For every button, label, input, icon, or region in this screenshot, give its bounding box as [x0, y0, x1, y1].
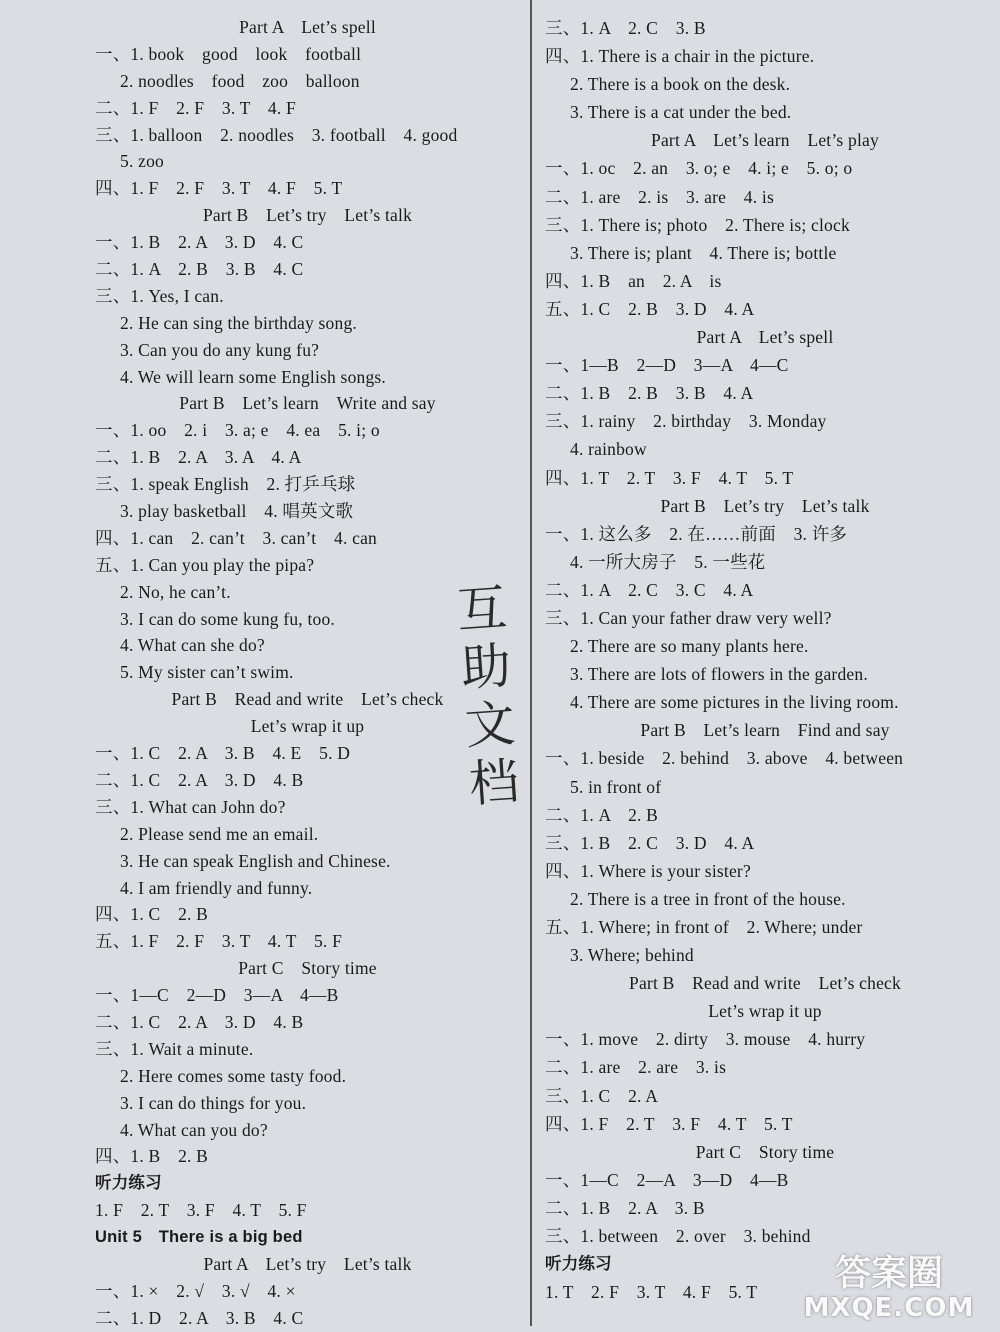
answer-line: 二、1. A 2. B: [545, 804, 659, 825]
section-heading: Part C Story time: [238, 958, 377, 979]
answer-line: 三、1. speak English 2. 打乒乓球: [95, 474, 356, 495]
section-heading: Part B Let’s learn Find and say: [640, 720, 890, 741]
answer-line: 一、1. move 2. dirty 3. mouse 4. hurry: [545, 1029, 866, 1050]
answer-line: 五、1. Can you play the pipa?: [95, 554, 315, 575]
answer-line: 一、1. oo 2. i 3. a; e 4. ea 5. i; o: [95, 420, 380, 441]
answer-line: 五、1. Where; in front of 2. Where; under: [545, 917, 863, 937]
bold-heading: 听力练习: [545, 1255, 612, 1274]
answer-line: 四、1. T 2. T 3. F 4. T 5. T: [545, 467, 794, 488]
answer-line: 4. We will learn some English songs.: [120, 366, 386, 387]
answer-line: 三、1. C 2. A: [545, 1085, 659, 1106]
answer-line: 二、1. C 2. A 3. D 4. B: [95, 769, 304, 790]
answer-line: 三、1. Wait a minute.: [95, 1038, 254, 1059]
answer-line: 五、1. C 2. B 3. D 4. A: [545, 298, 755, 319]
bold-heading: 听力练习: [95, 1174, 162, 1193]
answer-line: 一、1—C 2—D 3—A 4—B: [95, 985, 339, 1006]
section-heading: Part A Let’s learn Let’s play: [651, 130, 879, 151]
answer-line: 四、1. B 2. B: [95, 1146, 209, 1167]
answer-line: 2. No, he can’t.: [120, 581, 231, 602]
answer-line: 一、1. B 2. A 3. D 4. C: [95, 232, 304, 253]
answer-line: 二、1. F 2. F 3. T 4. F: [95, 97, 296, 118]
handwriting-char-1: 互: [454, 578, 509, 640]
answer-line: 三、1. There is; photo 2. There is; clock: [545, 214, 850, 235]
answer-line: 三、1. What can John do?: [95, 796, 286, 817]
answer-line: 一、1—B 2—D 3—A 4—C: [545, 355, 789, 376]
answer-line: 四、1. can 2. can’t 3. can’t 4. can: [95, 527, 377, 548]
answer-line: 四、1. B an 2. A is: [545, 270, 722, 291]
handwriting-char-2: 助: [459, 636, 513, 698]
answer-line: 3. Can you do any kung fu?: [120, 339, 320, 360]
answer-line: 四、1. There is a chair in the picture.: [545, 46, 815, 67]
answer-line: 一、1. C 2. A 3. B 4. E 5. D: [95, 743, 351, 764]
answer-line: 三、1. Can your father draw very well?: [545, 607, 832, 628]
answer-line: 二、1. B 2. A 3. B: [545, 1197, 705, 1218]
answer-line: 4. rainbow: [570, 439, 647, 460]
answer-line: 一、1. oc 2. an 3. o; e 4. i; e 5. o; o: [545, 158, 853, 179]
section-heading: Part B Let’s try Let’s talk: [660, 495, 870, 516]
section-heading: Part B Let’s try Let’s talk: [202, 205, 413, 226]
answer-line: 2. noodles food zoo balloon: [120, 70, 360, 91]
section-heading: Let’s wrap it up: [708, 1001, 822, 1022]
section-heading: Part B Read and write Let’s check: [171, 689, 444, 710]
answer-line: 5. in front of: [570, 776, 662, 797]
answer-line: 四、1. Where is your sister?: [545, 860, 751, 881]
answer-line: 1. F 2. T 3. F 4. T 5. F: [95, 1200, 307, 1221]
answer-line: 3. play basketball 4. 唱英文歌: [120, 501, 354, 522]
answer-line: 二、1. B 2. B 3. B 4. A: [545, 383, 754, 404]
answer-line: 4. 一所大房子 5. 一些花: [570, 551, 766, 572]
answer-line: 四、1. F 2. T 3. F 4. T 5. T: [545, 1113, 793, 1134]
answer-line: 4. I am friendly and funny.: [120, 877, 313, 898]
handwriting-char-4: 档: [467, 752, 522, 814]
bold-heading: Unit 5 There is a big bed: [95, 1228, 303, 1247]
answer-line: 3. He can speak English and Chinese.: [120, 850, 391, 871]
answer-line: 三、1. balloon 2. noodles 3. football 4. good: [95, 124, 458, 145]
answer-line: 4. What can you do?: [120, 1119, 268, 1140]
answer-line: 2. There is a book on the desk.: [570, 74, 791, 95]
answer-line: 5. zoo: [120, 151, 164, 172]
answer-line: 3. There is; plant 4. There is; bottle: [570, 242, 837, 263]
answer-line: 一、1. 这么多 2. 在……前面 3. 许多: [545, 523, 848, 544]
answer-line: 三、1. rainy 2. birthday 3. Monday: [545, 411, 827, 432]
answer-line: 二、1. are 2. is 3. are 4. is: [545, 186, 774, 207]
answer-line: 2. He can sing the birthday song.: [120, 312, 357, 333]
answer-line: 3. There are lots of flowers in the garden.: [570, 664, 868, 685]
answer-line: 一、1. book good look football: [95, 43, 362, 64]
watermark-url: MXQE.COM: [803, 1293, 975, 1323]
answer-line: 二、1. A 2. B 3. B 4. C: [95, 259, 304, 280]
right-column: [545, 14, 985, 1306]
answer-line: 3. I can do some kung fu, too.: [120, 608, 335, 629]
column-divider: [530, 0, 532, 1326]
answer-line: 一、1. × 2. √ 3. √ 4. ×: [95, 1280, 296, 1301]
answer-line: 二、1. D 2. A 3. B 4. C: [95, 1307, 304, 1328]
answer-line: 一、1. beside 2. behind 3. above 4. between: [545, 748, 904, 769]
answer-line: 4. What can she do?: [120, 635, 265, 656]
watermark-logo: [784, 1254, 994, 1322]
answer-line: 3. Where; behind: [570, 945, 694, 966]
answer-line: 3. I can do things for you.: [120, 1092, 307, 1113]
answer-line: 二、1. B 2. A 3. A 4. A: [95, 447, 302, 468]
answer-line: 3. There is a cat under the bed.: [570, 102, 792, 123]
section-heading: Part C Story time: [695, 1141, 835, 1162]
answer-line: 2. Here comes some tasty food.: [120, 1065, 347, 1086]
section-heading: Part B Read and write Let’s check: [629, 973, 901, 994]
answer-line: 三、1. B 2. C 3. D 4. A: [545, 832, 755, 853]
answer-line: 4. There are some pictures in the living room.: [570, 692, 899, 713]
answer-line: 二、1. C 2. A 3. D 4. B: [95, 1011, 304, 1032]
answer-line: 三、1. A 2. C 3. B: [545, 18, 706, 38]
answer-line: 二、1. are 2. are 3. is: [545, 1057, 727, 1078]
answer-line: 四、1. C 2. B: [95, 904, 209, 925]
answer-line: 三、1. Yes, I can.: [95, 285, 224, 306]
answer-line: 一、1—C 2—A 3—D 4—B: [545, 1169, 789, 1190]
answer-line: 2. There are so many plants here.: [570, 636, 809, 657]
handwritten-annotation: [440, 577, 536, 814]
answer-line: 三、1. between 2. over 3. behind: [545, 1226, 811, 1247]
section-heading: Part A Let’s try Let’s talk: [203, 1253, 412, 1274]
answer-line: 2. Please send me an email.: [120, 823, 319, 844]
answer-line: 四、1. F 2. F 3. T 4. F 5. T: [95, 178, 343, 199]
answer-line: 1. T 2. F 3. T 4. F 5. T: [545, 1282, 758, 1303]
section-heading: Part A Let’s spell: [239, 17, 376, 37]
answer-line: 5. My sister can’t swim.: [120, 662, 294, 683]
handwriting-char-3: 文: [463, 694, 517, 756]
section-heading: Part A Let’s spell: [696, 327, 834, 348]
answer-line: 五、1. F 2. F 3. T 4. T 5. F: [95, 931, 343, 952]
answer-line: 2. There is a tree in front of the house.: [570, 888, 846, 909]
section-heading: Let’s wrap it up: [250, 716, 365, 737]
section-heading: Part B Let’s learn Write and say: [179, 393, 436, 414]
answer-line: 二、1. A 2. C 3. C 4. A: [545, 579, 754, 600]
watermark-title: 答案圈: [834, 1253, 943, 1294]
